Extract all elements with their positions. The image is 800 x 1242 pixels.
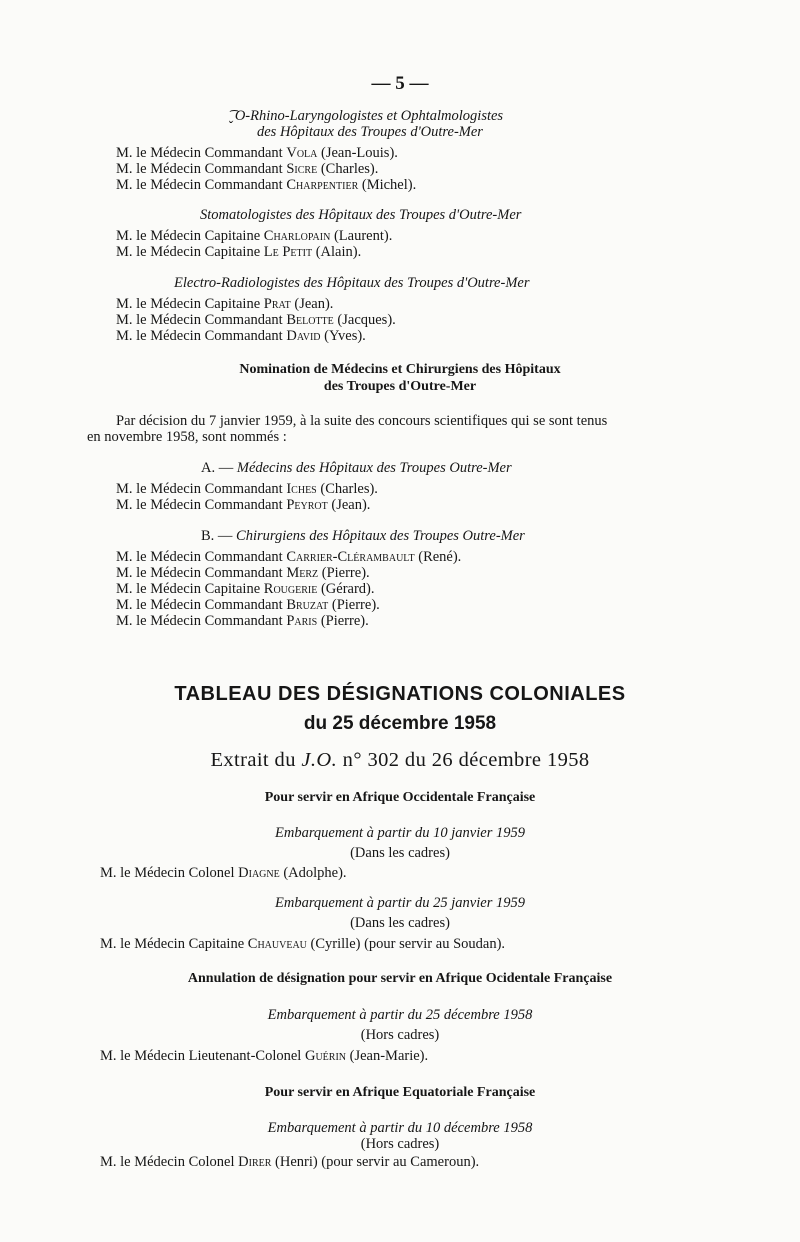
extrait-line: Extrait du J.O. n° 302 du 26 décembre 1958 (210, 749, 590, 771)
list-item: M. le Médecin Colonel Diagne (Adolphe). (100, 865, 347, 881)
list-item: M. le Médecin Commandant Merz (Pierre). (116, 565, 370, 581)
list-item: M. le Médecin Commandant David (Yves). (116, 328, 366, 344)
list-item: M. le Médecin Lieutenant-Colonel Guérin (Jean-Marie). (100, 1048, 429, 1064)
list-item: M. le Médecin Commandant Carrier-Clérambault (René). (116, 549, 462, 565)
orl-heading-line1: ͡ˬO-Rhino-Laryngologistes et Ophtalmologistes (230, 108, 504, 124)
tableau-subtitle: du 25 décembre 1958 (303, 713, 497, 734)
list-item: M. le Médecin Capitaine Rougerie (Gérard). (116, 581, 375, 597)
list-item: M. le Médecin Capitaine Prat (Jean). (116, 296, 334, 312)
aof2-embarquement: Embarquement à partir du 25 janvier 1959 (275, 895, 525, 911)
nomination-paragraph-line1: Par décision du 7 janvier 1959, à la suite des concours scientifiques qui se sont tenus (116, 413, 608, 429)
radio-heading: Electro-Radiologistes des Hôpitaux des Troupes d'Outre-Mer (174, 275, 530, 291)
list-item: M. le Médecin Capitaine Charlopain (Laurent). (116, 228, 393, 244)
list-item: M. le Médecin Commandant Belotte (Jacques). (116, 312, 396, 328)
nomination-paragraph-line2: en novembre 1958, sont nommés : (87, 429, 287, 445)
list-item: M. le Médecin Commandant Charpentier (Michel). (116, 177, 417, 193)
annulation-heading: Annulation de désignation pour servir en Afrique Ocidentale Française (187, 971, 613, 986)
stomato-heading: Stomatologistes des Hôpitaux des Troupes d'Outre-Mer (200, 207, 522, 223)
section-a-heading: A. — Médecins des Hôpitaux des Troupes Outre-Mer (201, 460, 512, 476)
aof2-cadre: (Dans les cadres) (350, 915, 450, 931)
annul-cadre: (Hors cadres) (360, 1027, 440, 1043)
section-b-heading: B. — Chirurgiens des Hôpitaux des Troupes Outre-Mer (201, 528, 525, 544)
aef-heading: Pour servir en Afrique Equatoriale Française (264, 1085, 536, 1100)
aef-embarquement: Embarquement à partir du 10 décembre 1958 (267, 1120, 533, 1136)
page-number: — 5 — (371, 73, 429, 94)
list-item: M. le Médecin Colonel Direr (Henri) (pour servir au Cameroun). (100, 1154, 480, 1170)
list-item: M. le Médecin Commandant Bruzat (Pierre). (116, 597, 380, 613)
aof-heading: Pour servir en Afrique Occidentale Française (264, 790, 536, 805)
list-item: M. le Médecin Commandant Sicre (Charles). (116, 161, 379, 177)
tableau-title: TABLEAU DES DÉSIGNATIONS COLONIALES (174, 683, 626, 705)
aof1-embarquement: Embarquement à partir du 10 janvier 1959 (275, 825, 525, 841)
aof1-cadre: (Dans les cadres) (350, 845, 450, 861)
nomination-heading-line2: des Troupes d'Outre-Mer (323, 379, 477, 394)
list-item: M. le Médecin Commandant Vola (Jean-Louis). (116, 145, 398, 161)
aef-cadre: (Hors cadres) (360, 1136, 440, 1152)
orl-heading-line2: des Hôpitaux des Troupes d'Outre-Mer (257, 124, 483, 140)
list-item: M. le Médecin Capitaine Le Petit (Alain). (116, 244, 362, 260)
nomination-heading-line1: Nomination de Médecins et Chirurgiens des Hôpitaux (239, 362, 561, 377)
list-item: M. le Médecin Commandant Paris (Pierre). (116, 613, 369, 629)
annul-embarquement: Embarquement à partir du 25 décembre 1958 (267, 1007, 533, 1023)
list-item: M. le Médecin Capitaine Chauveau (Cyrille) (pour servir au Soudan). (100, 936, 506, 952)
list-item: M. le Médecin Commandant Iches (Charles). (116, 481, 378, 497)
list-item: M. le Médecin Commandant Peyrot (Jean). (116, 497, 371, 513)
